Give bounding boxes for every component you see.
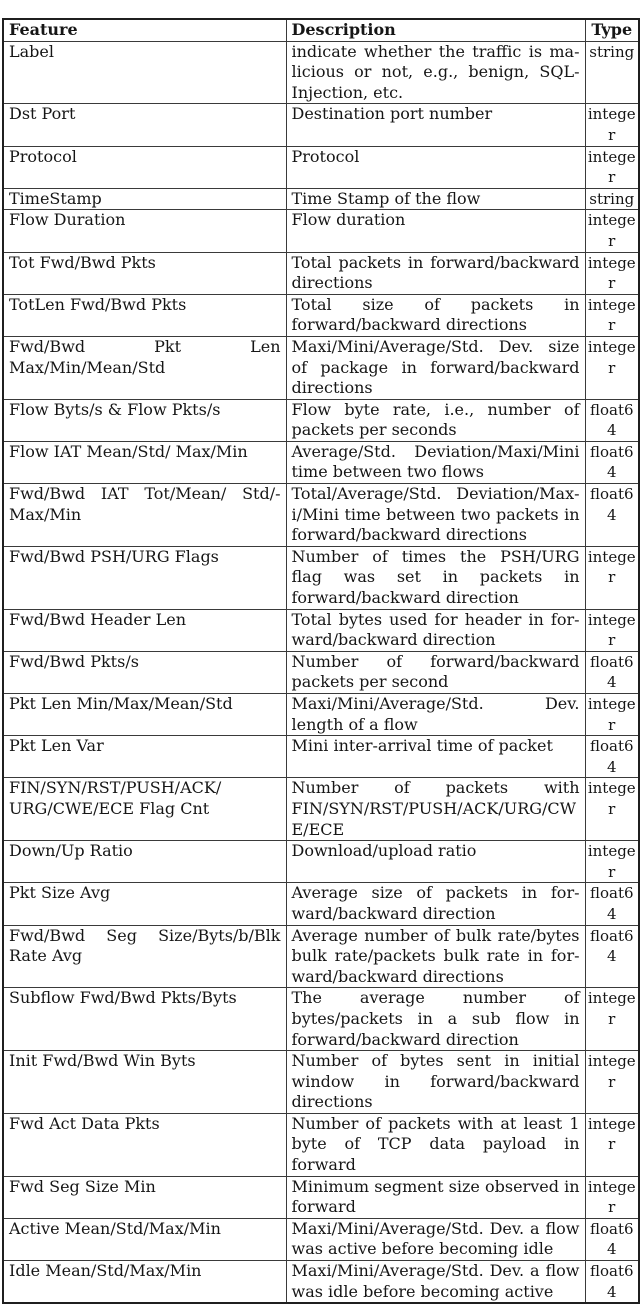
- table-row: [3, 778, 639, 841]
- feature-cell: FIN/SYN/RST/PUSH/ACK/ URG/CWE/ECE Flag Cnt: [3, 778, 286, 841]
- feature-cell: Pkt Len Var: [3, 736, 286, 778]
- description-cell: Mini inter-arrival time of packet: [286, 736, 585, 778]
- feature-cell: Flow Byts/s & Flow Pkts/s: [3, 399, 286, 441]
- table-row: [3, 41, 639, 104]
- feature-cell: Init Fwd/Bwd Win Byts: [3, 1051, 286, 1114]
- feature-cell: Active Mean/Std/Max/Min: [3, 1218, 286, 1260]
- feature-cell: Fwd Act Data Pkts: [3, 1113, 286, 1176]
- feature-cell: Label: [3, 41, 286, 104]
- table-row: [3, 336, 639, 399]
- table-row: [3, 1051, 639, 1114]
- feature-cell: Idle Mean/Std/Max/Min: [3, 1261, 286, 1304]
- table-row: [3, 925, 639, 988]
- table-row: [3, 883, 639, 925]
- feature-cell: Down/Up Ratio: [3, 841, 286, 883]
- type-cell: float64: [585, 1261, 639, 1304]
- table-row: [3, 988, 639, 1051]
- feature-cell: Pkt Len Min/Max/Mean/Std: [3, 694, 286, 736]
- description-cell: Total size of packets in forward/backward directions: [286, 294, 585, 336]
- feature-cell: Dst Port: [3, 104, 286, 146]
- type-cell: float64: [585, 736, 639, 778]
- feature-cell: Flow Duration: [3, 210, 286, 252]
- feature-cell: Protocol: [3, 146, 286, 188]
- type-cell: string: [585, 41, 639, 104]
- type-cell: float64: [585, 883, 639, 925]
- description-cell: Total bytes used for header in forward/backward direction: [286, 609, 585, 651]
- type-cell: float64: [585, 399, 639, 441]
- description-cell: Total/Average/Std. Deviation/Maxi/Mini time between two packets in forward/backward directions: [286, 484, 585, 547]
- type-cell: float64: [585, 651, 639, 693]
- description-cell: Average/Std. Deviation/Maxi/Mini time between two flows: [286, 441, 585, 483]
- type-cell: integer: [585, 546, 639, 609]
- type-cell: integer: [585, 210, 639, 252]
- document-page: [0, 18, 640, 1301]
- table-row: [3, 736, 639, 778]
- type-cell: float64: [585, 925, 639, 988]
- feature-cell: Fwd/Bwd Header Len: [3, 609, 286, 651]
- table-body: [3, 41, 639, 1303]
- table-row: [3, 546, 639, 609]
- type-cell: integer: [585, 694, 639, 736]
- table-row: [3, 694, 639, 736]
- type-cell: integer: [585, 609, 639, 651]
- description-cell: Average number of bulk rate/bytes bulk rate/packets bulk rate in forward/backward directions: [286, 925, 585, 988]
- table-header-row: [3, 19, 639, 41]
- description-cell: Average size of packets in forward/backward direction: [286, 883, 585, 925]
- feature-cell: TimeStamp: [3, 188, 286, 210]
- table-row: [3, 1176, 639, 1218]
- table-row: [3, 1261, 639, 1304]
- description-cell: Flow duration: [286, 210, 585, 252]
- type-cell: integer: [585, 1113, 639, 1176]
- type-cell: integer: [585, 104, 639, 146]
- description-cell: Protocol: [286, 146, 585, 188]
- type-cell: float64: [585, 441, 639, 483]
- description-cell: Download/upload ratio: [286, 841, 585, 883]
- feature-cell: Subflow Fwd/Bwd Pkts/Byts: [3, 988, 286, 1051]
- description-cell: The average number of bytes/packets in a sub flow in forward/backward direction: [286, 988, 585, 1051]
- description-cell: Maxi/Mini/Average/Std. Dev. length of a flow: [286, 694, 585, 736]
- description-cell: Number of packets with FIN/SYN/RST/PUSH/ACK/URG/CWE/ECE: [286, 778, 585, 841]
- feature-cell: Fwd/Bwd Pkts/s: [3, 651, 286, 693]
- type-cell: integer: [585, 841, 639, 883]
- table-row: [3, 841, 639, 883]
- table-row: [3, 484, 639, 547]
- feature-cell: Fwd/Bwd Seg Size/Byts/b/Blk Rate Avg: [3, 925, 286, 988]
- description-cell: Minimum segment size observed in forward: [286, 1176, 585, 1218]
- type-cell: integer: [585, 778, 639, 841]
- description-cell: Time Stamp of the flow: [286, 188, 585, 210]
- feature-cell: Tot Fwd/Bwd Pkts: [3, 252, 286, 294]
- description-cell: Number of forward/backward packets per second: [286, 651, 585, 693]
- type-cell: integer: [585, 988, 639, 1051]
- table-row: [3, 1113, 639, 1176]
- feature-cell: Fwd Seg Size Min: [3, 1176, 286, 1218]
- feature-cell: Flow IAT Mean/Std/ Max/Min: [3, 441, 286, 483]
- type-cell: float64: [585, 1218, 639, 1260]
- type-cell: integer: [585, 1176, 639, 1218]
- type-cell: string: [585, 188, 639, 210]
- feature-cell: Fwd/Bwd Pkt Len Max/Min/Mean/Std: [3, 336, 286, 399]
- header-row: [3, 19, 639, 41]
- table-row: [3, 441, 639, 483]
- type-cell: integer: [585, 1051, 639, 1114]
- table-row: [3, 609, 639, 651]
- table-row: [3, 399, 639, 441]
- table-row: [3, 188, 639, 210]
- feature-cell: Fwd/Bwd PSH/URG Flags: [3, 546, 286, 609]
- type-cell: integer: [585, 294, 639, 336]
- table-row: [3, 651, 639, 693]
- description-cell: indicate whether the traffic is malicious or not, e.g., benign, SQL-Injection, etc.: [286, 41, 585, 104]
- description-cell: Number of packets with at least 1 byte of TCP data payload in forward: [286, 1113, 585, 1176]
- table-row: [3, 210, 639, 252]
- type-cell: integer: [585, 252, 639, 294]
- description-cell: Maxi/Mini/Average/Std. Dev. a flow was active before becoming idle: [286, 1218, 585, 1260]
- column-header-feature: Feature: [3, 19, 286, 41]
- table-row: [3, 1218, 639, 1260]
- description-cell: Number of times the PSH/URG flag was set in packets in forward/backward direction: [286, 546, 585, 609]
- description-cell: Destination port number: [286, 104, 585, 146]
- table-row: [3, 104, 639, 146]
- type-cell: integer: [585, 146, 639, 188]
- type-cell: integer: [585, 336, 639, 399]
- description-cell: Number of bytes sent in initial window in forward/backward directions: [286, 1051, 585, 1114]
- feature-cell: Pkt Size Avg: [3, 883, 286, 925]
- feature-cell: Fwd/Bwd IAT Tot/Mean/ Std/Max/Min: [3, 484, 286, 547]
- table-row: [3, 252, 639, 294]
- column-header-type: Type: [585, 19, 639, 41]
- column-header-description: Description: [286, 19, 585, 41]
- description-cell: Maxi/Mini/Average/Std. Dev. a flow was idle before becoming active: [286, 1261, 585, 1304]
- feature-cell: TotLen Fwd/Bwd Pkts: [3, 294, 286, 336]
- type-cell: float64: [585, 484, 639, 547]
- description-cell: Maxi/Mini/Average/Std. Dev. size of package in forward/backward directions: [286, 336, 585, 399]
- table-row: [3, 146, 639, 188]
- description-cell: Flow byte rate, i.e., number of packets per seconds: [286, 399, 585, 441]
- feature-table: [2, 18, 640, 1304]
- description-cell: Total packets in forward/backward directions: [286, 252, 585, 294]
- table-row: [3, 294, 639, 336]
